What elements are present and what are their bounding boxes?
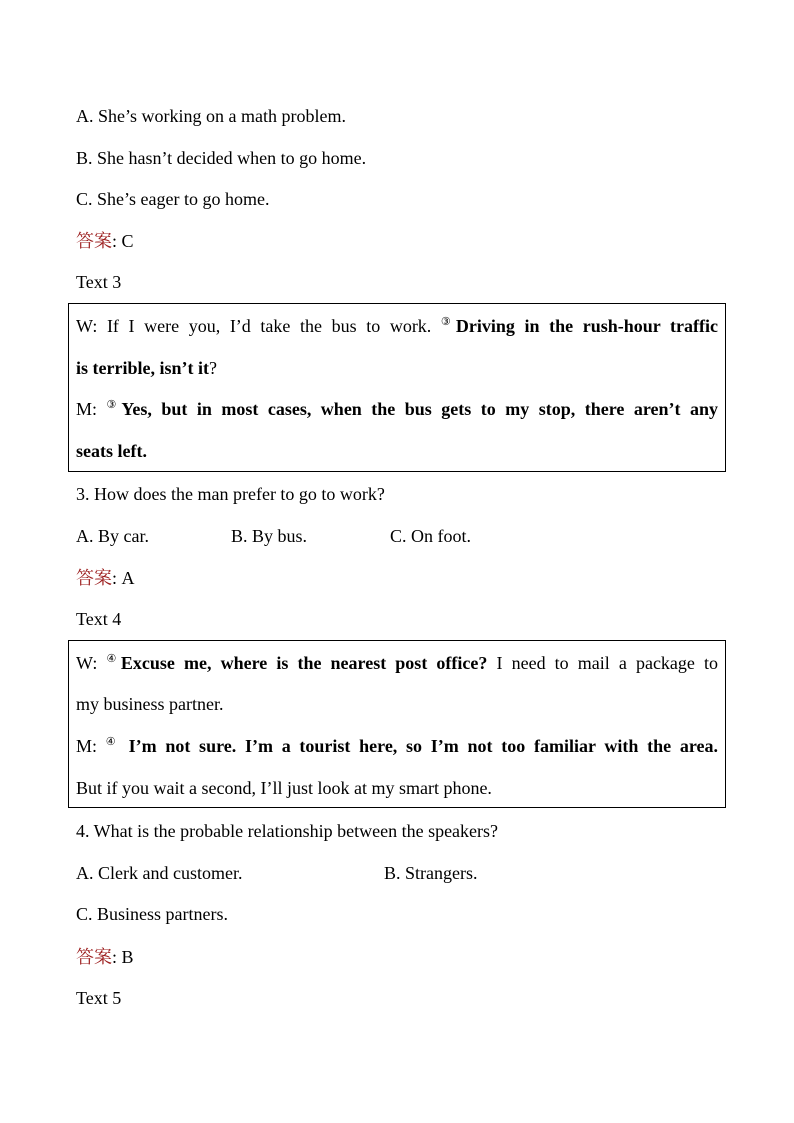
key-sentence: Excuse me, where is the nearest post office?	[120, 653, 488, 673]
transcript-line	[76, 357, 718, 379]
speaker-label: W:	[76, 653, 98, 673]
clue-marker: ③	[440, 316, 456, 328]
clue-marker: ④	[105, 736, 120, 748]
text4-transcript-box	[68, 640, 726, 808]
transcript-line	[76, 315, 718, 337]
q3-option-a: A. By car.	[76, 526, 149, 546]
q2-option-c: C. She’s eager to go home.	[76, 189, 270, 209]
speaker-label: M:	[76, 736, 98, 756]
text5-heading: Text 5	[76, 988, 122, 1008]
text3-transcript-box	[68, 303, 726, 472]
transcript-line	[76, 735, 718, 757]
transcript-text: But if you wait a second, I’ll just look at my smart phone.	[76, 778, 492, 798]
transcript-text: If I were you, I’d take the bus to work.	[106, 316, 432, 336]
answer-label: 答案	[76, 947, 112, 967]
transcript-text: ?	[208, 358, 217, 378]
answer-label: 答案	[76, 568, 112, 588]
key-sentence: seats left.	[76, 441, 147, 461]
q3-answer	[76, 567, 135, 589]
speaker-label: W:	[76, 316, 98, 336]
key-sentence: I’m not sure. I’m a tourist here, so I’m not too familiar with the area.	[128, 736, 718, 756]
q4-answer	[76, 946, 134, 968]
text4-heading: Text 4	[76, 609, 122, 629]
transcript-line	[76, 398, 718, 420]
q4-question: 4. What is the probable relationship between the speakers?	[76, 821, 499, 841]
q2-option-a: A. She’s working on a math problem.	[76, 106, 346, 126]
clue-marker: ④	[106, 653, 121, 665]
q3-option-c: C. On foot.	[390, 526, 471, 546]
text3-heading: Text 3	[76, 272, 122, 292]
answer-value: : A	[112, 568, 135, 588]
transcript-line	[76, 693, 718, 715]
transcript-text: I need to mail a package to	[496, 653, 719, 673]
answer-value: : B	[112, 947, 134, 967]
q4-option-b: B. Strangers.	[384, 863, 478, 883]
key-sentence: is terrible, isn’t it	[76, 358, 209, 378]
answer-label: 答案	[76, 231, 112, 251]
q2-answer	[76, 230, 134, 252]
key-sentence: Yes, but in most cases, when the bus gets to my stop, there aren’t any	[121, 399, 719, 419]
q2-option-b: B. She hasn’t decided when to go home.	[76, 148, 367, 168]
speaker-label: M:	[76, 399, 98, 419]
transcript-line	[76, 652, 718, 674]
key-sentence: Driving in the rush-hour traffic	[455, 316, 718, 336]
q3-question: 3. How does the man prefer to go to work?	[76, 484, 385, 504]
q3-option-b: B. By bus.	[231, 526, 308, 546]
transcript-text: my business partner.	[76, 694, 224, 714]
transcript-line	[76, 777, 718, 799]
clue-marker: ③	[106, 399, 122, 411]
transcript-line	[76, 440, 718, 462]
answer-value: : C	[112, 231, 134, 251]
q4-option-c: C. Business partners.	[76, 904, 228, 924]
q4-option-a: A. Clerk and customer.	[76, 863, 243, 883]
